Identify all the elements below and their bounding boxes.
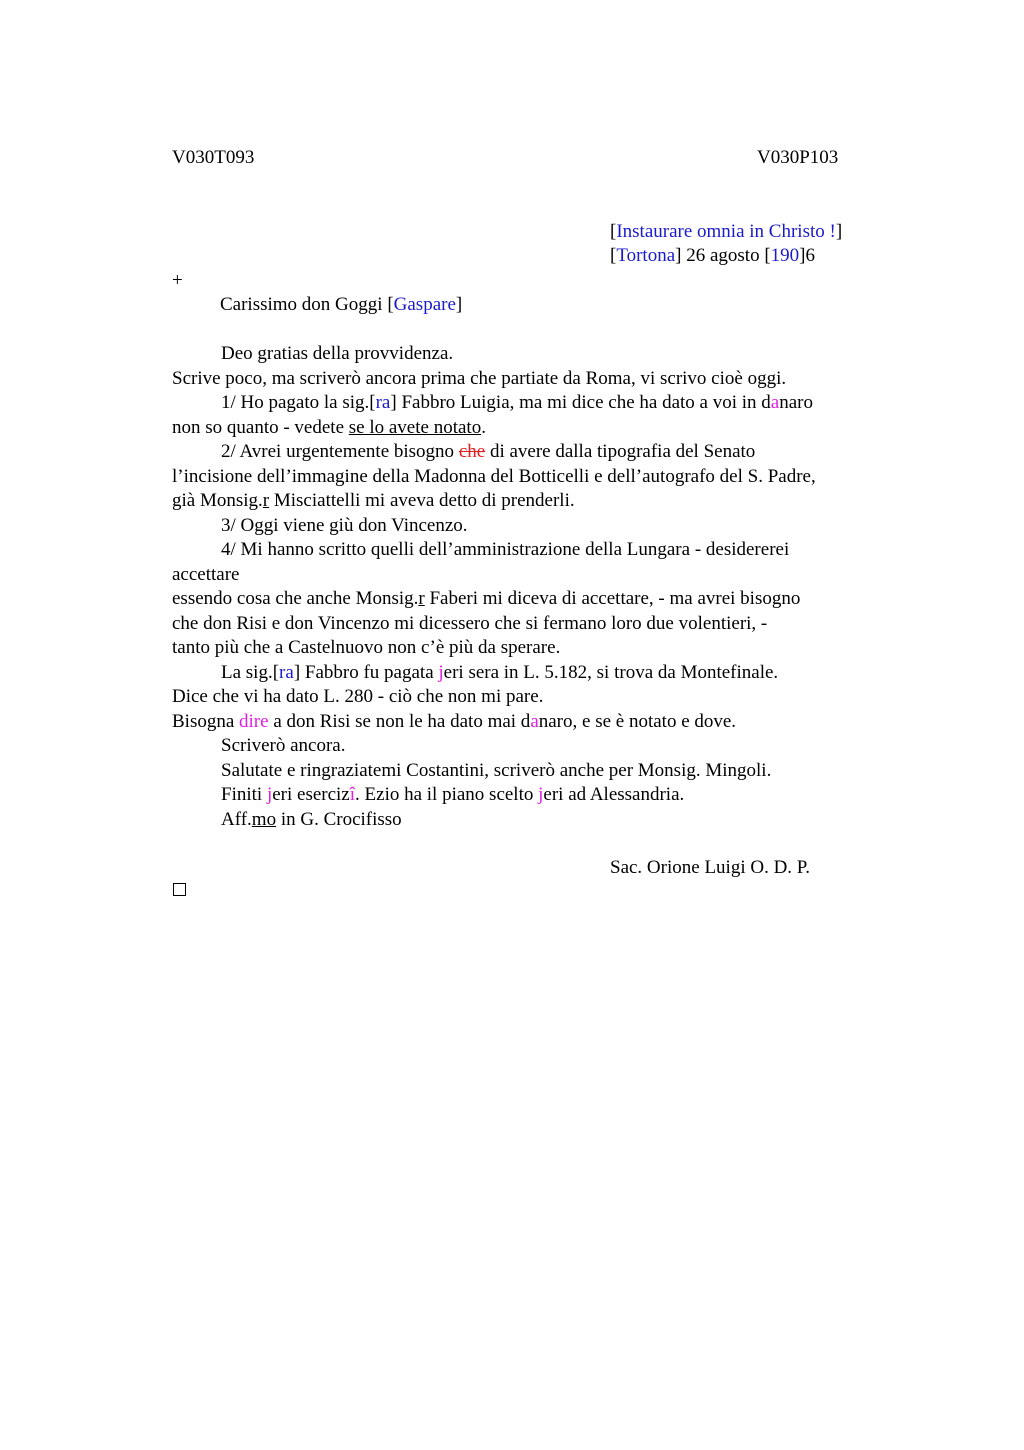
body-line: tanto più che a Castelnuovo non c’è più da sperare.: [172, 637, 561, 658]
salutation: [220, 293, 462, 318]
correction: î: [349, 784, 356, 805]
bracket: [: [272, 661, 280, 683]
body-line: [172, 440, 892, 465]
text: Bisogna: [172, 710, 240, 732]
bracket: [: [387, 294, 394, 315]
text: Finiti: [221, 784, 267, 805]
motto-line: [610, 220, 842, 245]
text: non so quanto - vedete: [172, 416, 349, 438]
editorial-insert: ra: [375, 392, 391, 413]
body-line: Deo gratias della provvidenza.: [221, 343, 454, 364]
correction: dire: [239, 710, 269, 732]
underlined-text: r: [262, 490, 270, 511]
cross-mark: +: [172, 270, 183, 291]
body-line: che don Risi e don Vincenzo mi dicessero che si fermano loro due volentieri, -: [172, 612, 768, 634]
text: . Ezio ha il piano scelto: [355, 784, 539, 805]
body-line: [172, 661, 892, 686]
correction: a: [530, 710, 539, 732]
body-line: accettare: [172, 563, 240, 585]
year-editorial: 190: [770, 245, 800, 266]
signature: Sac. Orione Luigi O. D. P.: [610, 857, 811, 878]
text: eri sera in L. 5.182, si trova da Montefinale.: [443, 661, 779, 683]
text: naro, e se è notato e dove.: [538, 710, 737, 732]
text: eri eserciz: [272, 784, 350, 805]
bracket: [: [610, 221, 617, 242]
body-line: [172, 710, 892, 735]
text: di avere dalla tipografia del Senato: [485, 441, 756, 462]
body-line: 3/ Oggi viene giù don Vincenzo.: [221, 514, 468, 536]
salutation-text: Carissimo don Goggi: [220, 294, 388, 315]
body-line: [172, 808, 892, 833]
text: ] Fabbro fu pagata: [293, 661, 439, 683]
text: essendo cosa che anche Monsig.: [172, 588, 419, 609]
deleted-text: che: [458, 441, 486, 462]
correction: a: [770, 392, 780, 413]
letter-body: [172, 342, 892, 832]
text: .: [481, 416, 486, 438]
correction: j: [266, 784, 273, 805]
salutation-editorial: Gaspare: [393, 294, 456, 315]
text: Misciattelli mi aveva detto di prenderli.: [269, 490, 575, 511]
text: eri ad Alessandria.: [543, 784, 685, 805]
body-line: 4/ Mi hanno scritto quelli dell’amministrazione della Lungara - desidererei: [221, 539, 790, 560]
text: naro: [779, 392, 813, 413]
text: in G. Crocifisso: [276, 808, 402, 830]
text: Aff.: [221, 808, 252, 830]
text: ] Fabbro Luigia, ma mi dice che ha dato a voi in d: [390, 392, 771, 413]
correction: j: [438, 661, 444, 683]
body-line: Salutate e ringraziatemi Costantini, scriverò anche per Monsig. Mingoli.: [221, 759, 772, 781]
end-square-icon: [173, 883, 186, 896]
body-line: Scriverò ancora.: [221, 735, 346, 756]
body-line: l’incisione dell’immagine della Madonna del Botticelli e dell’autografo del S. Padre,: [172, 465, 816, 487]
date-line: [610, 244, 815, 269]
bracket: [: [369, 392, 376, 413]
underlined-text: mo: [251, 808, 277, 830]
text: 2/ Avrei urgentemente bisogno: [221, 441, 459, 462]
bracket: ]: [799, 245, 806, 266]
correction: j: [538, 784, 544, 805]
underlined-text: r: [418, 588, 425, 609]
bracket: ]: [675, 245, 682, 266]
date-text: 26 agosto: [681, 245, 765, 266]
bracket: ]: [835, 221, 843, 242]
body-line: [172, 391, 892, 416]
text: La sig.: [221, 661, 273, 683]
body-line: [172, 416, 892, 441]
body-line: [172, 587, 892, 612]
year-digit: 6: [805, 245, 815, 266]
body-line: [172, 489, 892, 514]
bracket: [: [764, 245, 771, 266]
body-line: [172, 783, 892, 808]
motto-editorial: Instaurare omnia in Christo !: [616, 221, 836, 242]
text: 1/ Ho pagato la sig.: [221, 392, 370, 413]
document-code-left: V030T093: [172, 147, 255, 168]
text: Faberi mi diceva di accettare, - ma avrei bisogno: [424, 588, 801, 609]
body-line: Scrive poco, ma scriverò ancora prima che partiate da Roma, vi scrivo cioè oggi.: [172, 367, 787, 389]
body-line: Dice che vi ha dato L. 280 - ciò che non mi pare.: [172, 686, 544, 707]
text: a don Risi se non le ha dato mai d: [268, 710, 531, 732]
text: già Monsig.: [172, 490, 263, 511]
place-editorial: Tortona: [616, 245, 676, 266]
bracket: [: [610, 245, 617, 266]
underlined-text: se lo avete notato: [348, 416, 482, 438]
editorial-insert: ra: [279, 661, 294, 683]
bracket: ]: [455, 294, 463, 315]
document-code-right: V030P103: [757, 147, 839, 168]
